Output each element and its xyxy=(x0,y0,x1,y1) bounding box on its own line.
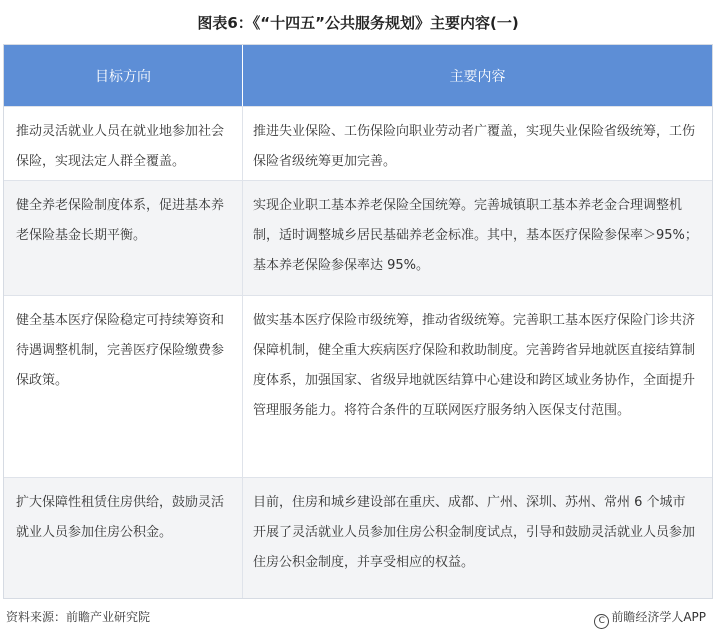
copyright-icon: C xyxy=(594,614,609,629)
content-table xyxy=(3,44,713,599)
header-content: 主要内容 xyxy=(449,68,506,85)
source-note: 资料来源：前瞻产业研究院 xyxy=(6,610,151,624)
row-direction: 健全养老保险制度体系，促进基本养老保险基金长期平衡。 xyxy=(4,181,243,295)
header-direction: 目标方向 xyxy=(4,45,243,106)
row-direction: 扩大保障性租赁住房供给，鼓励灵活就业人员参加住房公积金。 xyxy=(4,478,243,598)
row-content: 实现企业职工基本养老保险全国统筹。完善城镇职工基本养老金合理调整机制，适时调整城乡居民基础养老金标准。其中，基本医疗保险参保率＞95%；基本养老保险参保率达 95%。 xyxy=(253,198,698,273)
row-content: 做实基本医疗保险市级统筹，推动省级统筹。完善职工基本医疗保险门诊共济保障机制，健全重大疾病医疗保险和救助制度。完善跨省异地就医直接结算制度体系，加强国家、省级异地就医结算中心建设和跨区域业务协作，全面提升管理服务能力。将符合条件的互联网医疗服务纳入医保支付范围。 xyxy=(253,313,696,418)
table-row xyxy=(4,477,712,598)
footer xyxy=(6,608,710,625)
table-row xyxy=(4,295,712,477)
row-content: 推进失业保险、工伤保险向职业劳动者广覆盖，实现失业保险省级统筹，工伤保险省级统筹更加完善。 xyxy=(253,124,696,169)
chart-title: 图表6：《“十四五”公共服务规划》主要内容(一) xyxy=(197,14,519,32)
brand-credit xyxy=(594,608,706,629)
table-row xyxy=(4,106,712,180)
brand-name: 前瞻经济学人APP xyxy=(611,610,706,624)
row-direction: 健全基本医疗保险稳定可持续筹资和待遇调整机制，完善医疗保险缴费参保政策。 xyxy=(4,296,243,477)
row-direction: 推动灵活就业人员在就业地参加社会保险，实现法定人群全覆盖。 xyxy=(4,107,243,180)
table-header xyxy=(4,45,712,106)
row-content: 目前，住房和城乡建设部在重庆、成都、广州、深圳、苏州、常州 6 个城市开展了灵活就业人员参加住房公积金制度试点，引导和鼓励灵活就业人员参加住房公积金制度，并享受相应的权益。 xyxy=(253,495,696,570)
table-row xyxy=(4,180,712,295)
